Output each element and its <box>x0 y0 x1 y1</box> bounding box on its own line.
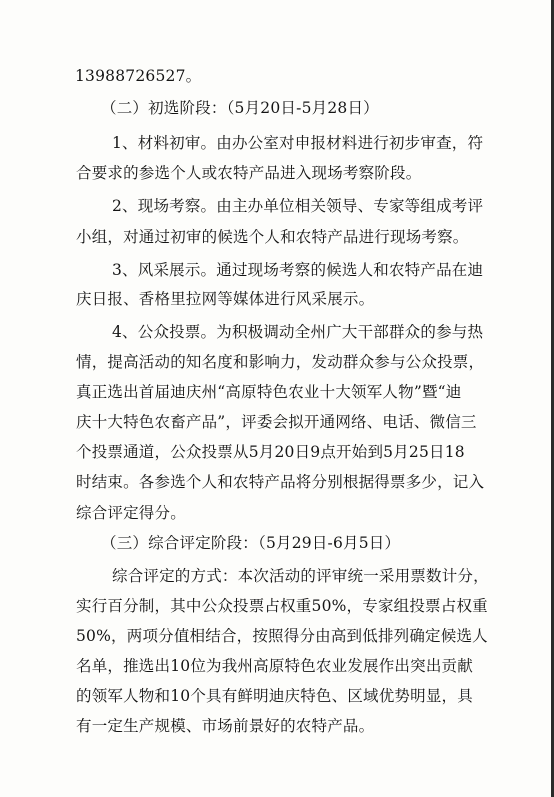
text-line: 庆十大特色农畜产品”，评委会拟开通网络、电话、微信三 <box>76 413 477 431</box>
section-heading-evaluation: （三）综合评定阶段：（5月29日-6月5日） <box>101 534 401 552</box>
text-line: 的领军人物和10个具有鲜明迪庆特色、区域优势明显，具 <box>76 687 473 705</box>
text-line: 有一定生产规模、市场前景好的农特产品。 <box>76 717 375 735</box>
text-line: 4、公众投票。为积极调动全州广大干部群众的参与热 <box>112 323 484 341</box>
text-line: 庆日报、香格里拉网等媒体进行风采展示。 <box>76 290 375 308</box>
text-line: 个投票通道，公众投票从5月20日9点开始到5月25日18 <box>76 443 465 461</box>
text-line: 合要求的参选个人或农特产品进入现场考察阶段。 <box>76 164 422 182</box>
text-line-phone: 13988726527。 <box>75 67 202 85</box>
text-line: 综合评定的方式：本次活动的评审统一采用票数计分， <box>112 567 489 585</box>
text-line: 综合评定得分。 <box>76 504 186 522</box>
text-line: 2、现场考察。由主办单位相关领导、专家等组成考评 <box>112 197 484 215</box>
text-line: 真正选出首届迪庆州“高原特色农业十大领军人物”暨“迪 <box>76 383 462 401</box>
text-line: 小组，对通过初审的候选个人和农特产品进行现场考察。 <box>76 228 469 246</box>
text-line: 3、风采展示。通过现场考察的候选人和农特产品在迪 <box>112 261 484 279</box>
text-line: 情，提高活动的知名度和影响力，发动群众参与公众投票， <box>76 353 485 371</box>
text-line: 名单，推选出10位为我州高原特色农业发展作出突出贡献 <box>76 657 473 675</box>
text-line: 50%，两项分值相结合，按照得分由高到低排列确定候选人 <box>76 627 488 645</box>
section-heading-preliminary: （二）初选阶段：（5月20日-5月28日） <box>101 99 379 117</box>
text-line: 1、材料初审。由办公室对申报材料进行初步审查，符 <box>112 134 484 152</box>
text-line: 实行百分制，其中公众投票占权重50%，专家组投票占权重 <box>76 597 488 615</box>
text-line: 时结束。各参选个人和农特产品将分别根据得票多少，记入 <box>76 473 485 491</box>
